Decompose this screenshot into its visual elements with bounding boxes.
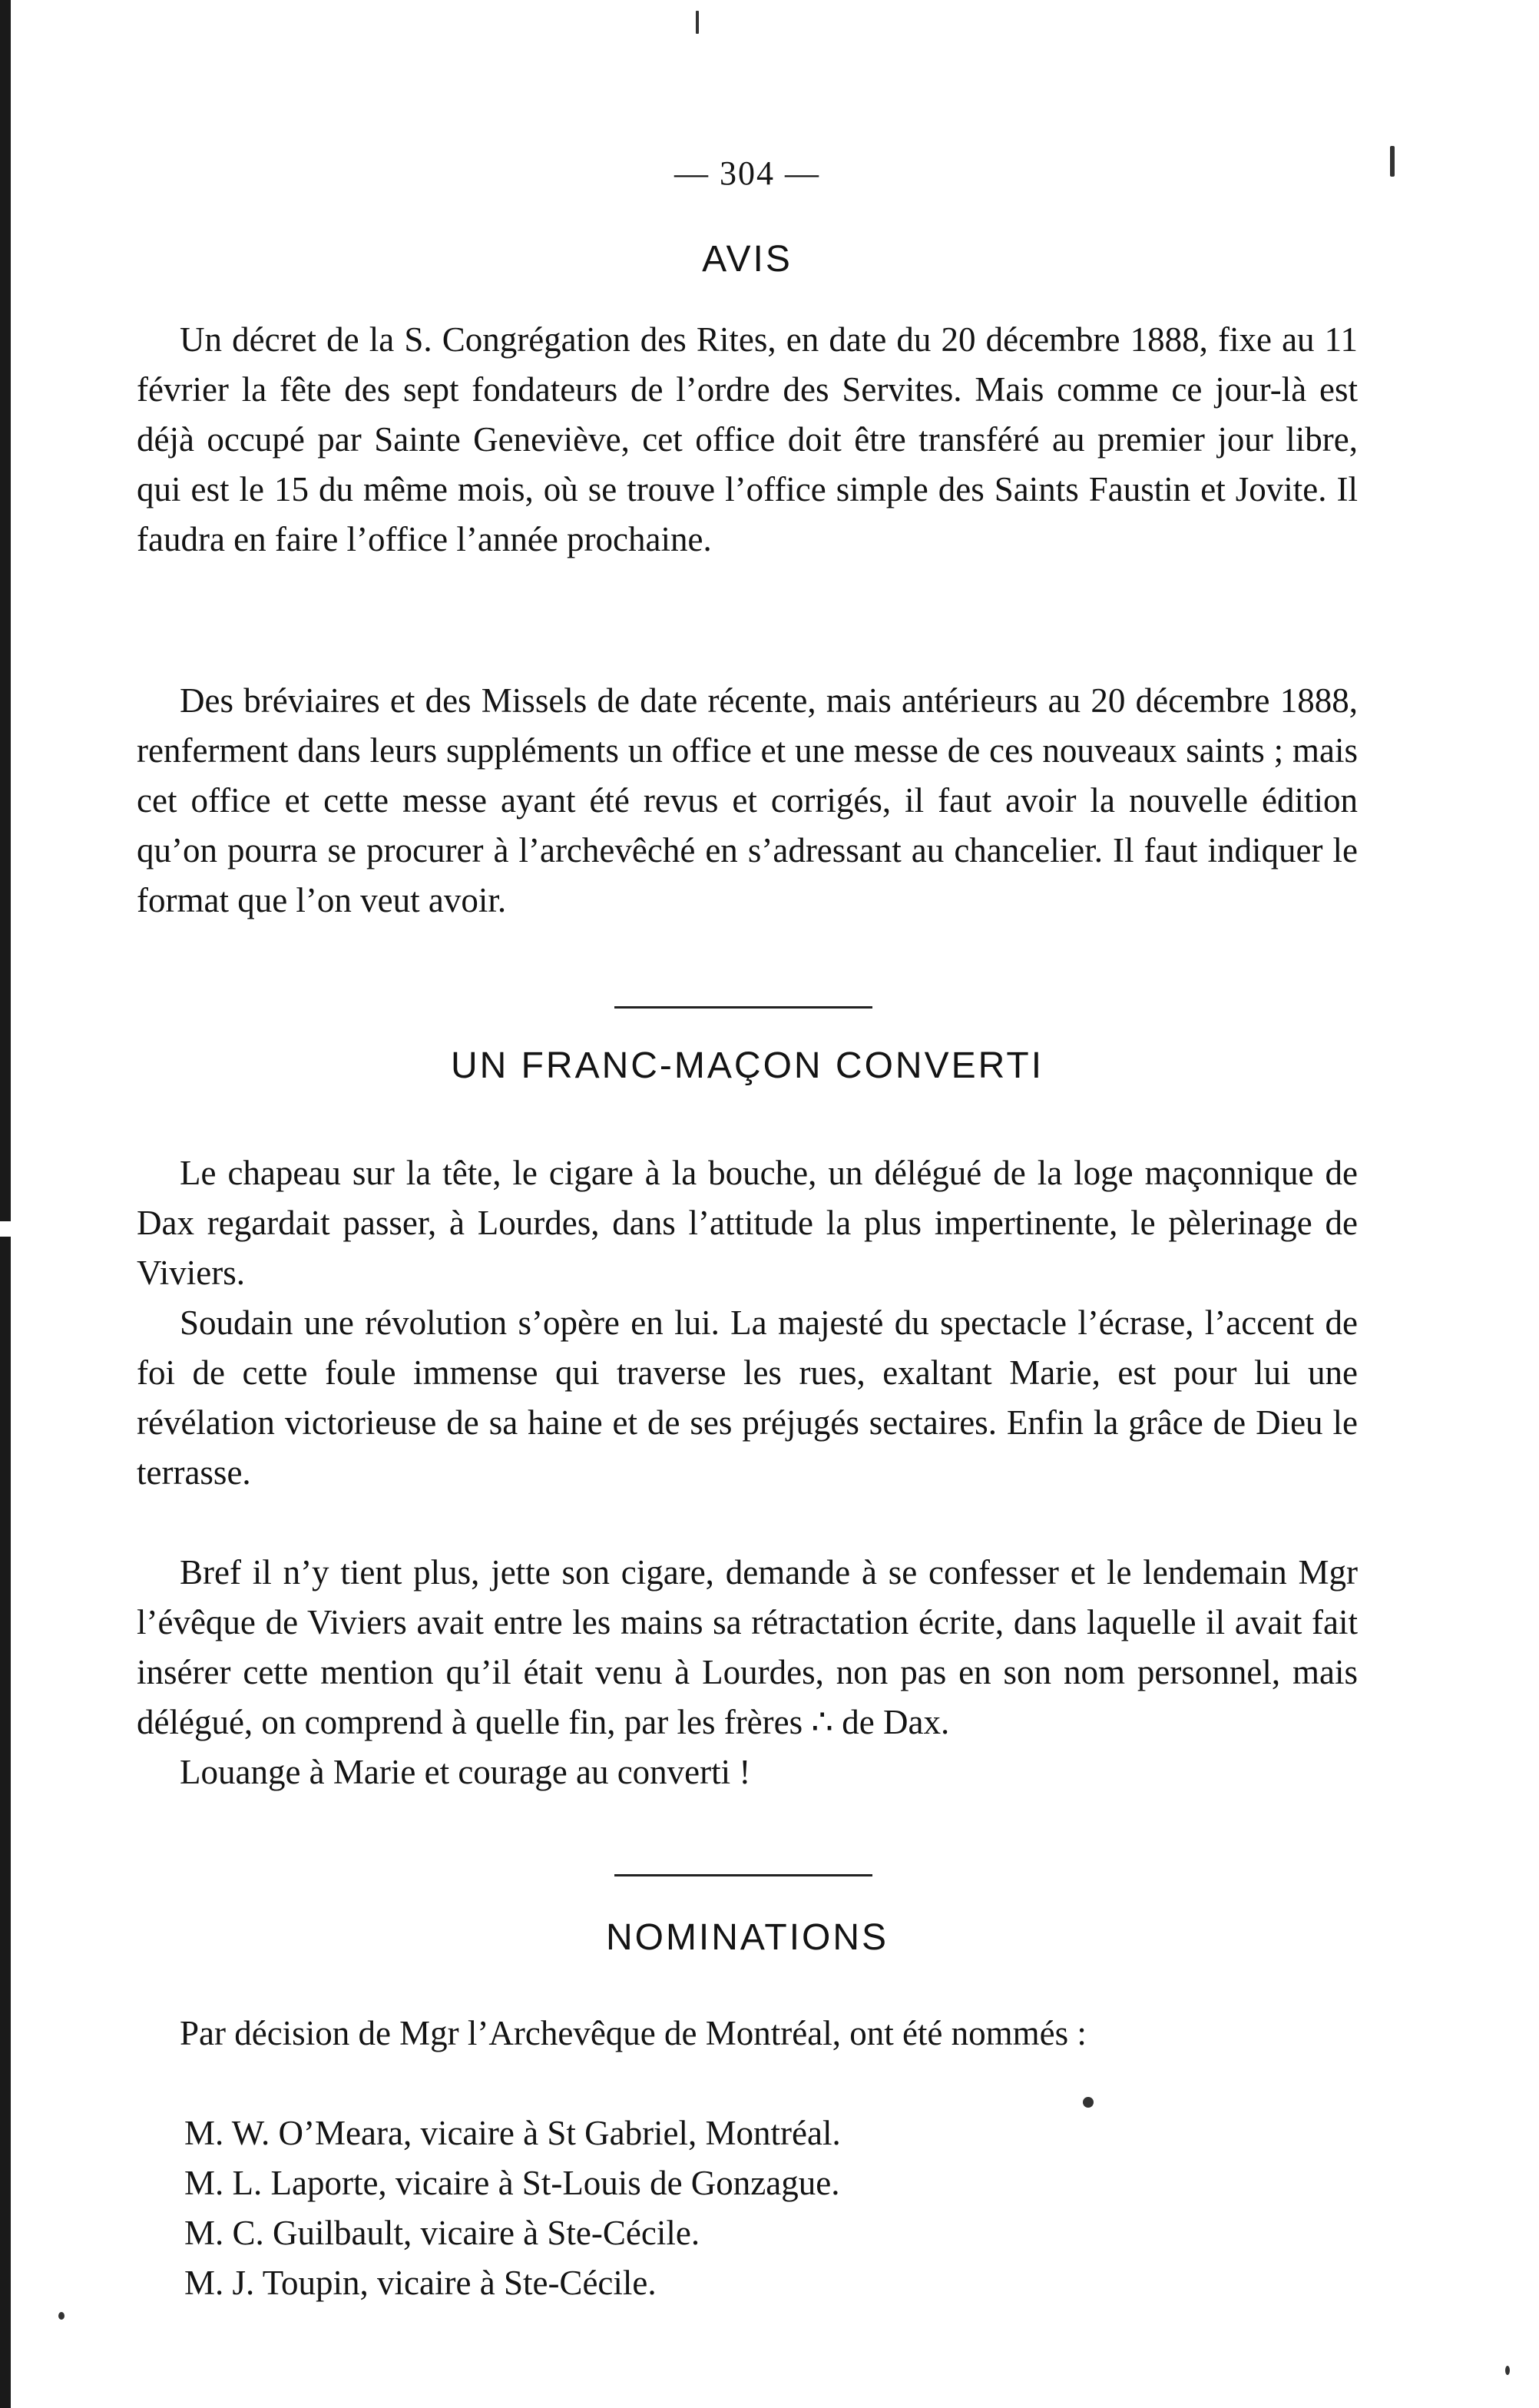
- franc-macon-paragraph-1: Le chapeau sur la tête, le cigare à la bouche, un délégué de la loge maçonnique de Dax regardait passer, à Lourdes, dans l’attitude la plus impertinente, le pèlerinage de Viviers.: [137, 1154, 1358, 1292]
- nomination-item: M. C. Guilbault, vicaire à Ste-Cécile.: [184, 2214, 700, 2252]
- avis-paragraph-1: Un décret de la S. Congrégation des Rites, en date du 20 décembre 1888, fixe au 11 février la fête des sept fondateurs de l’ordre des Servites. Mais comme ce jour-là est déjà occupé par Sainte Geneviève, cet office doit être transféré au premier jour libre, qui est le 15 du même mois, où se trouve l’office simple des Saints Faustin et Jovite. Il faudra en faire l’office l’année prochaine.: [137, 320, 1358, 558]
- scan-speck: [1505, 2366, 1510, 2375]
- franc-macon-heading: UN FRANC-MAÇON CONVERTI: [450, 1045, 1044, 1086]
- nominations-list: [184, 2108, 841, 2308]
- scan-speck: [58, 2312, 65, 2320]
- nomination-item: M. W. O’Meara, vicaire à St Gabriel, Montréal.: [184, 2114, 841, 2152]
- scan-binding-edge: [0, 0, 11, 2408]
- nomination-item: M. J. Toupin, vicaire à Ste-Cécile.: [184, 2264, 657, 2302]
- page-number: — 304 —: [674, 154, 820, 192]
- scan-speck: [1083, 2097, 1094, 2108]
- book-page: [137, 0, 1358, 2408]
- avis-heading: AVIS: [702, 239, 793, 280]
- franc-macon-paragraph-4: Louange à Marie et courage au converti !: [180, 1753, 751, 1791]
- nomination-item: M. L. Laporte, vicaire à St-Louis de Gonzague.: [184, 2164, 840, 2202]
- section-divider: [614, 1006, 872, 1009]
- avis-paragraph-2: Des bréviaires et des Missels de date récente, mais antérieurs au 20 décembre 1888, renferment dans leurs suppléments un office et une messe de ces nouveaux saints ; mais cet office et cette messe ayant été revus et corrigés, il faut avoir la nouvelle édition qu’on pourra se procurer à l’archevêché en s’adressant au chancelier. Il faut indiquer le format que l’on veut avoir.: [137, 681, 1358, 919]
- scan-speck: [1390, 146, 1395, 177]
- nominations-intro: Par décision de Mgr l’Archevêque de Montréal, ont été nommés :: [180, 2014, 1087, 2052]
- section-divider: [614, 1874, 872, 1876]
- franc-macon-paragraph-2: Soudain une révolution s’opère en lui. La majesté du spectacle l’écrase, l’accent de foi de cette foule immense qui traverse les rues, exaltant Marie, est pour lui une révélation victorieuse de sa haine et de ses préjugés sectaires. Enfin la grâce de Dieu le terrasse.: [137, 1303, 1358, 1492]
- scan-speck: [696, 11, 699, 34]
- scan-edge-gap: [0, 1221, 31, 1237]
- nominations-heading: NOMINATIONS: [605, 1917, 889, 1958]
- franc-macon-paragraph-3: Bref il n’y tient plus, jette son cigare, demande à se confesser et le lendemain Mgr l’évêque de Viviers avait entre les mains sa rétractation écrite, dans laquelle il avait fait insérer cette mention qu’il était venu à Lourdes, non pas en son nom personnel, mais délégué, on comprend à quelle fin, par les frères ∴ de Dax.: [137, 1553, 1358, 1741]
